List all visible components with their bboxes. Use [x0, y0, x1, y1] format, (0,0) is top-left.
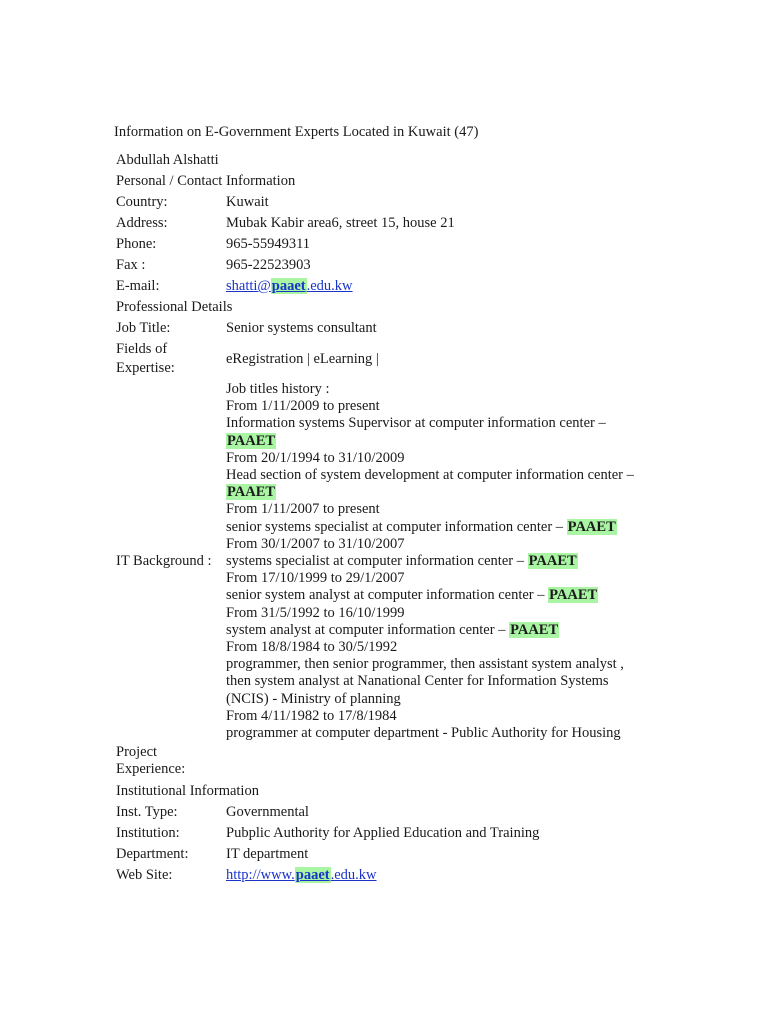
history-line: then system analyst at Nanational Center for Information Systems: [226, 673, 609, 690]
website-suffix: .edu.kw: [330, 867, 377, 884]
paaet-highlight: PAAET: [549, 587, 598, 604]
history-line: From 4/11/1982 to 17/8/1984: [226, 707, 397, 724]
expert-profile: [116, 150, 676, 886]
it-background-label: IT Background :: [116, 553, 212, 570]
history-line: [226, 587, 676, 604]
website-prefix: http://www.: [226, 867, 295, 884]
fields-label: Fields of Expertise:: [116, 341, 175, 376]
paaet-highlight: PAAET: [227, 432, 276, 449]
project-experience-label: Project Experience:: [116, 744, 186, 778]
section-personal-heading: Personal / Contact Information: [116, 173, 296, 189]
history-line: From 1/11/2009 to present: [226, 398, 380, 415]
country-label: Country:: [116, 194, 168, 210]
institution-label: Institution:: [116, 825, 180, 842]
job-history: [226, 381, 676, 742]
project-experience-row: [116, 742, 676, 781]
fields-value: eRegistration | eLearning |: [226, 350, 379, 367]
history-heading: Job titles history :: [226, 381, 330, 397]
paaet-highlight: PAAET: [567, 518, 616, 535]
website-link[interactable]: [226, 867, 377, 883]
address-row: [116, 213, 676, 234]
email-label: E-mail:: [116, 278, 160, 294]
website-row: [116, 865, 676, 886]
department-label: Department:: [116, 846, 189, 863]
history-line: programmer at computer department - Public Authority for Housing: [226, 725, 621, 742]
history-line: From 20/1/1994 to 31/10/2009: [226, 449, 405, 466]
inst-type-value: Governmental: [226, 804, 309, 821]
section-professional-heading: Professional Details: [116, 299, 233, 315]
job-title-row: [116, 318, 676, 339]
history-line: [226, 553, 676, 570]
phone-row: [116, 234, 676, 255]
phone-value: 965-55949311: [226, 236, 311, 252]
paaet-highlight: PAAET: [227, 484, 276, 501]
email-suffix: .edu.kw: [306, 278, 353, 294]
country-value: Kuwait: [226, 194, 269, 210]
history-line: Information systems Supervisor at computer information center –: [226, 415, 606, 432]
expert-name: Abdullah Alshatti: [116, 152, 219, 168]
website-label: Web Site:: [116, 867, 173, 884]
fields-row: [116, 339, 676, 380]
history-line: From 17/10/1999 to 29/1/2007: [226, 570, 405, 587]
email-highlight: paaet: [271, 278, 306, 294]
history-line: From 31/5/1992 to 16/10/1999: [226, 604, 405, 621]
address-label: Address:: [116, 215, 168, 231]
history-line: [226, 622, 676, 639]
email-link[interactable]: [226, 278, 353, 294]
country-row: [116, 192, 676, 213]
section-institutional-heading: Institutional Information: [116, 783, 259, 800]
it-background-row: [116, 381, 676, 742]
website-highlight: paaet: [295, 867, 330, 884]
department-value: IT department: [226, 846, 309, 863]
phone-label: Phone:: [116, 236, 157, 252]
history-line: Head section of system development at computer information center –: [226, 467, 634, 484]
institution-row: [116, 823, 676, 844]
history-line: [226, 433, 676, 450]
fax-value: 965-22523903: [226, 257, 311, 273]
paaet-highlight: PAAET: [510, 621, 559, 638]
history-line: [226, 519, 676, 536]
history-line: programmer, then senior programmer, then assistant system analyst ,: [226, 656, 624, 673]
email-row: [116, 276, 676, 297]
address-value: Mubak Kabir area6, street 15, house 21: [226, 215, 455, 231]
history-text: senior system analyst at computer information center –: [226, 587, 549, 604]
department-row: [116, 844, 676, 865]
paaet-highlight: PAAET: [528, 553, 577, 570]
email-prefix: shatti@: [226, 278, 271, 294]
history-line: [226, 484, 676, 501]
history-text: system analyst at computer information center –: [226, 621, 510, 638]
inst-type-row: [116, 802, 676, 823]
history-line: From 30/1/2007 to 31/10/2007: [226, 535, 405, 552]
history-line: From 1/11/2007 to present: [226, 501, 380, 518]
document-title: Information on E-Government Experts Located in Kuwait (47): [114, 124, 479, 140]
inst-type-label: Inst. Type:: [116, 804, 178, 821]
fax-row: [116, 255, 676, 276]
fax-label: Fax :: [116, 257, 146, 273]
history-text: systems specialist at computer information center –: [226, 553, 528, 570]
job-title-label: Job Title:: [116, 320, 171, 336]
history-line: (NCIS) - Ministry of planning: [226, 690, 401, 707]
history-line: From 18/8/1984 to 30/5/1992: [226, 639, 398, 656]
history-text: senior systems specialist at computer information center –: [226, 518, 567, 535]
institution-value: Pubplic Authority for Applied Education and Training: [226, 825, 540, 842]
job-title-value: Senior systems consultant: [226, 320, 377, 336]
